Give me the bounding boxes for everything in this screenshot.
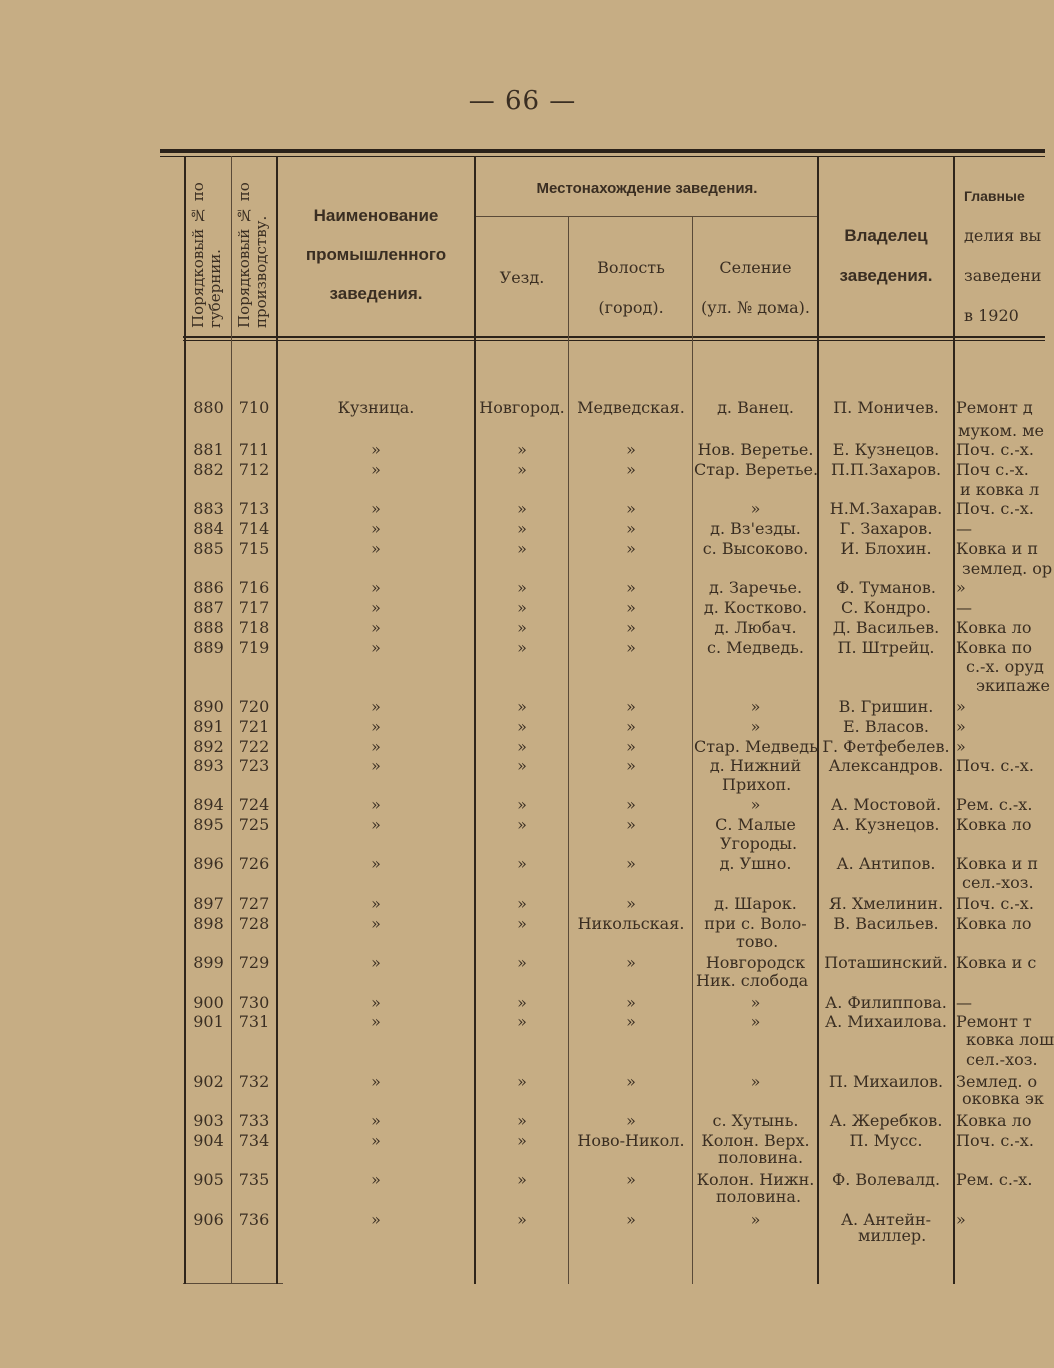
row-owner: А. Мостовой. [830, 795, 942, 814]
row-owner: А. Антейн- [840, 1210, 932, 1229]
row-uezd: » [517, 1111, 527, 1130]
row-owner: Г. Фетфебелев. [822, 737, 950, 756]
row-uezd: » [517, 1072, 527, 1091]
row-main: Поч с.-х. [956, 460, 1029, 479]
row-selenie: » [750, 697, 761, 716]
header-name-line1: Наименование [313, 206, 439, 225]
header-name [278, 196, 474, 313]
row-owner: Н.М.Захарав. [829, 499, 943, 518]
row-uezd: » [517, 697, 527, 716]
table-row [0, 1012, 1045, 1032]
row-main: Землед. о [956, 1072, 1038, 1091]
row-uezd: » [517, 717, 527, 736]
row-idx: 893 [193, 756, 224, 775]
row-uezd: » [517, 894, 527, 913]
cont-898-selenie: тово. [736, 932, 779, 951]
row-main: Ремонт т [956, 1012, 1032, 1031]
table-row [0, 993, 1045, 1013]
row-main: Рем. с.-х. [956, 795, 1033, 814]
row-idx: 901 [193, 1012, 224, 1031]
table-bottom-rule [183, 1283, 283, 1284]
row-name: » [371, 1111, 381, 1130]
row-prod: 711 [238, 440, 270, 459]
row-name: » [371, 460, 381, 479]
row-idx: 881 [193, 440, 224, 459]
table-row [0, 717, 1045, 737]
row-owner: Я. Хмелинин. [828, 894, 944, 913]
row-prod: 723 [238, 756, 270, 775]
table-row [0, 539, 1045, 559]
row-name: Кузница. [337, 398, 415, 417]
row-main: Поч. с.-х. [956, 440, 1034, 459]
row-uezd: » [517, 618, 527, 637]
row-prod: 722 [238, 737, 270, 756]
cont-895-selenie: Угороды. [720, 834, 798, 853]
row-owner: А. Кузнецов. [832, 815, 940, 834]
row-prod: 713 [238, 499, 270, 518]
row-owner: И. Блохин. [840, 539, 932, 558]
row-prod: 715 [238, 539, 270, 558]
row-uezd: » [517, 460, 527, 479]
row-owner: А. Михаилова. [825, 1012, 947, 1031]
row-prod: 714 [238, 519, 270, 538]
header-main-line2: делия вы [964, 226, 1042, 245]
row-name: » [371, 697, 381, 716]
row-prod: 728 [238, 914, 270, 933]
row-volost: Никольская. [577, 914, 685, 933]
header-name-line3: заведения. [329, 284, 423, 303]
row-idx: 900 [193, 993, 224, 1012]
header-uezd: Уезд. [499, 268, 545, 287]
row-main: Ковка по [956, 638, 1032, 657]
row-prod: 732 [238, 1072, 270, 1091]
table-row [0, 499, 1045, 519]
row-prod: 733 [238, 1111, 270, 1130]
row-main: — [956, 598, 972, 617]
row-selenie: д. Ушно. [719, 854, 792, 873]
row-selenie: д. Нижний [709, 756, 802, 775]
row-selenie: с. Медведь. [707, 638, 804, 657]
row-name: » [371, 638, 381, 657]
table-row [0, 1170, 1045, 1190]
row-uezd: » [517, 1012, 527, 1031]
row-prod: 721 [238, 717, 270, 736]
row-idx: 887 [193, 598, 224, 617]
table-row [0, 854, 1045, 874]
row-name: » [371, 440, 381, 459]
table-row [0, 398, 1045, 418]
row-selenie: » [750, 1210, 761, 1229]
row-prod: 727 [238, 894, 270, 913]
row-main: — [956, 519, 972, 538]
row-prod: 720 [238, 697, 270, 716]
row-idx: 898 [193, 914, 224, 933]
header-idx-guberniya: Порядковый № по губернии. [189, 182, 224, 328]
row-idx: 891 [193, 717, 224, 736]
row-prod: 729 [238, 953, 270, 972]
row-volost: » [626, 737, 636, 756]
cont-899-selenie: Ник. слобода [696, 971, 809, 990]
table-row [0, 795, 1045, 815]
row-prod: 719 [238, 638, 270, 657]
row-idx: 884 [193, 519, 224, 538]
table-row [0, 1131, 1045, 1151]
row-idx: 897 [193, 894, 224, 913]
row-main: Ремонт д [956, 398, 1033, 417]
row-uezd: » [517, 737, 527, 756]
row-selenie: » [750, 717, 761, 736]
header-location-group: Местонахождение заведения. [536, 180, 758, 197]
cont-889-main1: с.-х. оруд [966, 657, 1044, 676]
row-uezd: » [517, 539, 527, 558]
row-prod: 725 [238, 815, 270, 834]
table-row [0, 914, 1045, 934]
table-top-rule-thin [160, 156, 1045, 157]
row-volost: » [626, 894, 636, 913]
table-row [0, 1072, 1045, 1092]
row-owner: П. Моничев. [833, 398, 939, 417]
row-owner: Г. Захаров. [839, 519, 933, 538]
row-name: » [371, 1210, 381, 1229]
row-owner: П. Михаилов. [828, 1072, 944, 1091]
row-volost: » [626, 795, 636, 814]
table-row [0, 815, 1045, 835]
row-idx: 903 [193, 1111, 224, 1130]
row-uezd: » [517, 914, 527, 933]
row-main: — [956, 993, 972, 1012]
row-volost: Ново-Никол. [577, 1131, 685, 1150]
row-uezd: » [517, 815, 527, 834]
row-owner: В. Гришин. [838, 697, 934, 716]
row-name: » [371, 914, 381, 933]
row-idx: 889 [193, 638, 224, 657]
row-uezd: » [517, 1170, 527, 1189]
row-owner: С. Кондро. [841, 598, 931, 617]
row-volost: » [626, 717, 636, 736]
row-main: Ковка ло [956, 815, 1032, 834]
row-volost: » [626, 697, 636, 716]
row-owner: А. Филиппова. [825, 993, 947, 1012]
row-prod: 716 [238, 578, 270, 597]
row-idx: 905 [193, 1170, 224, 1189]
row-name: » [371, 1072, 381, 1091]
row-idx: 890 [193, 697, 224, 716]
row-prod: 718 [238, 618, 270, 637]
table-row [0, 894, 1045, 914]
table-row [0, 578, 1045, 598]
row-name: » [371, 499, 381, 518]
row-owner: Ф. Волевалд. [831, 1170, 941, 1189]
table-row [0, 1111, 1045, 1131]
row-selenie: с. Хутынь. [712, 1111, 799, 1130]
row-uezd: » [517, 795, 527, 814]
header-name-line2: промышленного [305, 245, 447, 264]
row-selenie: Стар. Медведь [694, 737, 818, 756]
row-volost: » [626, 953, 636, 972]
cont-885-main: землед. ор [962, 559, 1053, 578]
row-volost: » [626, 519, 636, 538]
row-selenie: Колон. Верх. [701, 1131, 810, 1150]
row-selenie: д. Любач. [714, 618, 797, 637]
table-row [0, 756, 1045, 776]
row-owner: П. Штрейц. [837, 638, 935, 657]
row-main: Поч. с.-х. [956, 499, 1034, 518]
row-selenie: » [750, 499, 761, 518]
row-main: Ковка и с [956, 953, 1037, 972]
cont-901-main1: ковка лош [966, 1030, 1054, 1049]
row-main: Поч. с.-х. [956, 1131, 1034, 1150]
cont-902-main: оковка эк [962, 1089, 1044, 1108]
header-main-products [956, 176, 1045, 336]
row-main: Поч. с.-х. [956, 894, 1034, 913]
cont-889-main2: экипаже [976, 676, 1051, 695]
row-prod: 710 [238, 398, 270, 417]
row-owner: Александров. [828, 756, 944, 775]
row-main: » [956, 737, 966, 756]
header-volost-line1: Волость [597, 258, 665, 277]
row-uezd: » [517, 1131, 527, 1150]
row-name: » [371, 1131, 381, 1150]
table-row [0, 598, 1045, 618]
row-selenie: Нов. Веретье. [697, 440, 814, 459]
row-prod: 731 [238, 1012, 270, 1031]
row-volost: » [626, 1012, 636, 1031]
row-volost: » [626, 1111, 636, 1130]
row-uezd: » [517, 499, 527, 518]
row-main: Ковка ло [956, 618, 1032, 637]
row-selenie: » [750, 993, 761, 1012]
row-volost: » [626, 1170, 636, 1189]
header-owner [820, 216, 952, 296]
row-name: » [371, 717, 381, 736]
row-main: Ковка и п [956, 539, 1039, 558]
row-idx: 888 [193, 618, 224, 637]
row-volost: » [626, 578, 636, 597]
row-idx: 882 [193, 460, 224, 479]
row-uezd: » [517, 578, 527, 597]
row-name: » [371, 519, 381, 538]
table-row [0, 460, 1045, 480]
table-top-rule [160, 149, 1045, 153]
row-volost: » [626, 1072, 636, 1091]
row-idx: 906 [193, 1210, 224, 1229]
row-name: » [371, 539, 381, 558]
row-volost: » [626, 993, 636, 1012]
header-main-line1: Главные [964, 188, 1025, 204]
row-name: » [371, 1012, 381, 1031]
row-name: » [371, 598, 381, 617]
row-owner: Е. Кузнецов. [832, 440, 940, 459]
row-idx: 880 [193, 398, 224, 417]
row-selenie: Новгородск [705, 953, 806, 972]
row-selenie: Колон. Нижн. [696, 1170, 815, 1189]
row-selenie: д. Шарок. [714, 894, 797, 913]
row-selenie: д. Костково. [703, 598, 808, 617]
row-selenie: д. Вз'езды. [710, 519, 801, 538]
header-selenie [694, 248, 817, 328]
row-volost: » [626, 756, 636, 775]
row-volost: » [626, 618, 636, 637]
row-idx: 895 [193, 815, 224, 834]
location-group-rule [476, 216, 818, 217]
row-selenie: д. Ванец. [717, 398, 794, 417]
row-main: » [956, 578, 966, 597]
row-owner: Е. Власов. [843, 717, 929, 736]
row-main: Ковка ло [956, 1111, 1032, 1130]
row-selenie: » [750, 1072, 761, 1091]
row-uezd: » [517, 993, 527, 1012]
row-owner: Д. Васильев. [832, 618, 940, 637]
table-row [0, 618, 1045, 638]
row-main: Рем. с.-х. [956, 1170, 1033, 1189]
row-prod: 735 [238, 1170, 270, 1189]
table-row [0, 519, 1045, 539]
row-prod: 736 [238, 1210, 270, 1229]
row-volost: » [626, 539, 636, 558]
row-name: » [371, 854, 381, 873]
row-selenie: при с. Воло- [704, 914, 807, 933]
row-idx: 904 [193, 1131, 224, 1150]
row-idx: 896 [193, 854, 224, 873]
row-owner: Ф. Туманов. [836, 578, 936, 597]
row-prod: 730 [238, 993, 270, 1012]
row-idx: 899 [193, 953, 224, 972]
header-volost [570, 248, 692, 328]
row-name: » [371, 578, 381, 597]
cont-893-selenie: Прихоп. [722, 775, 792, 794]
row-name: » [371, 993, 381, 1012]
header-owner-line1: Владелец [844, 226, 928, 245]
row-uezd: » [517, 638, 527, 657]
header-main-line3: заведени [964, 266, 1042, 285]
row-prod: 734 [238, 1131, 270, 1150]
row-uezd: » [517, 854, 527, 873]
row-idx: 885 [193, 539, 224, 558]
row-owner: В. Васильев. [833, 914, 939, 933]
row-uezd: » [517, 519, 527, 538]
cont-906-owner: миллер. [858, 1226, 927, 1245]
row-owner: П.П.Захаров. [830, 460, 942, 479]
header-main-line4: в 1920 [964, 306, 1019, 325]
cont-896-main: сел.-хоз. [962, 873, 1034, 892]
row-prod: 712 [238, 460, 270, 479]
row-idx: 883 [193, 499, 224, 518]
page-number: — 66 — [468, 86, 577, 116]
row-main: » [956, 717, 966, 736]
row-selenie: С. Малые [715, 815, 796, 834]
row-volost: » [626, 815, 636, 834]
row-prod: 726 [238, 854, 270, 873]
row-uezd: » [517, 440, 527, 459]
row-volost: Медведская. [577, 398, 685, 417]
row-main: » [956, 1210, 966, 1229]
row-volost: » [626, 598, 636, 617]
header-volost-line2: (город). [598, 298, 664, 317]
header-bottom-rule [183, 336, 1045, 338]
cont-904-selenie: половина. [718, 1148, 804, 1167]
row-idx: 886 [193, 578, 224, 597]
header-selenie-line1: Селение [719, 258, 792, 277]
row-selenie: д. Заречье. [708, 578, 803, 597]
row-owner: А. Жеребков. [829, 1111, 943, 1130]
table-row [0, 953, 1045, 973]
row-main: Поч. с.-х. [956, 756, 1034, 775]
header-idx-production: Порядковый № по производству. [235, 182, 270, 328]
cont-880-main: муком. ме [958, 421, 1045, 440]
row-name: » [371, 756, 381, 775]
row-name: » [371, 815, 381, 834]
row-uezd: » [517, 598, 527, 617]
row-owner: А. Антипов. [836, 854, 936, 873]
row-uezd: Новгород. [479, 398, 565, 417]
row-name: » [371, 894, 381, 913]
row-name: » [371, 953, 381, 972]
cont-905-selenie: половина. [716, 1187, 802, 1206]
row-volost: » [626, 638, 636, 657]
row-volost: » [626, 499, 636, 518]
row-volost: » [626, 1210, 636, 1229]
table-row [0, 638, 1045, 658]
cont-901-main2: сел.-хоз. [966, 1050, 1038, 1069]
row-name: » [371, 1170, 381, 1189]
row-name: » [371, 618, 381, 637]
row-volost: » [626, 440, 636, 459]
table-row [0, 440, 1045, 460]
row-main: » [956, 697, 966, 716]
table-row [0, 737, 1045, 757]
row-selenie: » [750, 1012, 761, 1031]
row-name: » [371, 795, 381, 814]
header-selenie-line2: (ул. № дома). [700, 298, 810, 317]
row-main: Ковка и п [956, 854, 1039, 873]
row-uezd: » [517, 1210, 527, 1229]
row-volost: » [626, 460, 636, 479]
row-volost: » [626, 854, 636, 873]
row-main: Ковка ло [956, 914, 1032, 933]
row-owner: П. Мусс. [849, 1131, 923, 1150]
cont-882-main: и ковка л [960, 480, 1040, 499]
row-owner: Поташинский. [824, 953, 948, 972]
row-selenie: с. Высоково. [702, 539, 809, 558]
row-prod: 717 [238, 598, 270, 617]
header-bottom-rule-thin [183, 340, 1045, 341]
row-uezd: » [517, 953, 527, 972]
row-idx: 892 [193, 737, 224, 756]
header-owner-line2: заведения. [839, 266, 933, 285]
row-name: » [371, 737, 381, 756]
row-uezd: » [517, 756, 527, 775]
row-selenie: Стар. Веретье. [694, 460, 819, 479]
row-prod: 724 [238, 795, 270, 814]
row-idx: 902 [193, 1072, 224, 1091]
table-row [0, 697, 1045, 717]
row-selenie: » [750, 795, 761, 814]
row-idx: 894 [193, 795, 224, 814]
